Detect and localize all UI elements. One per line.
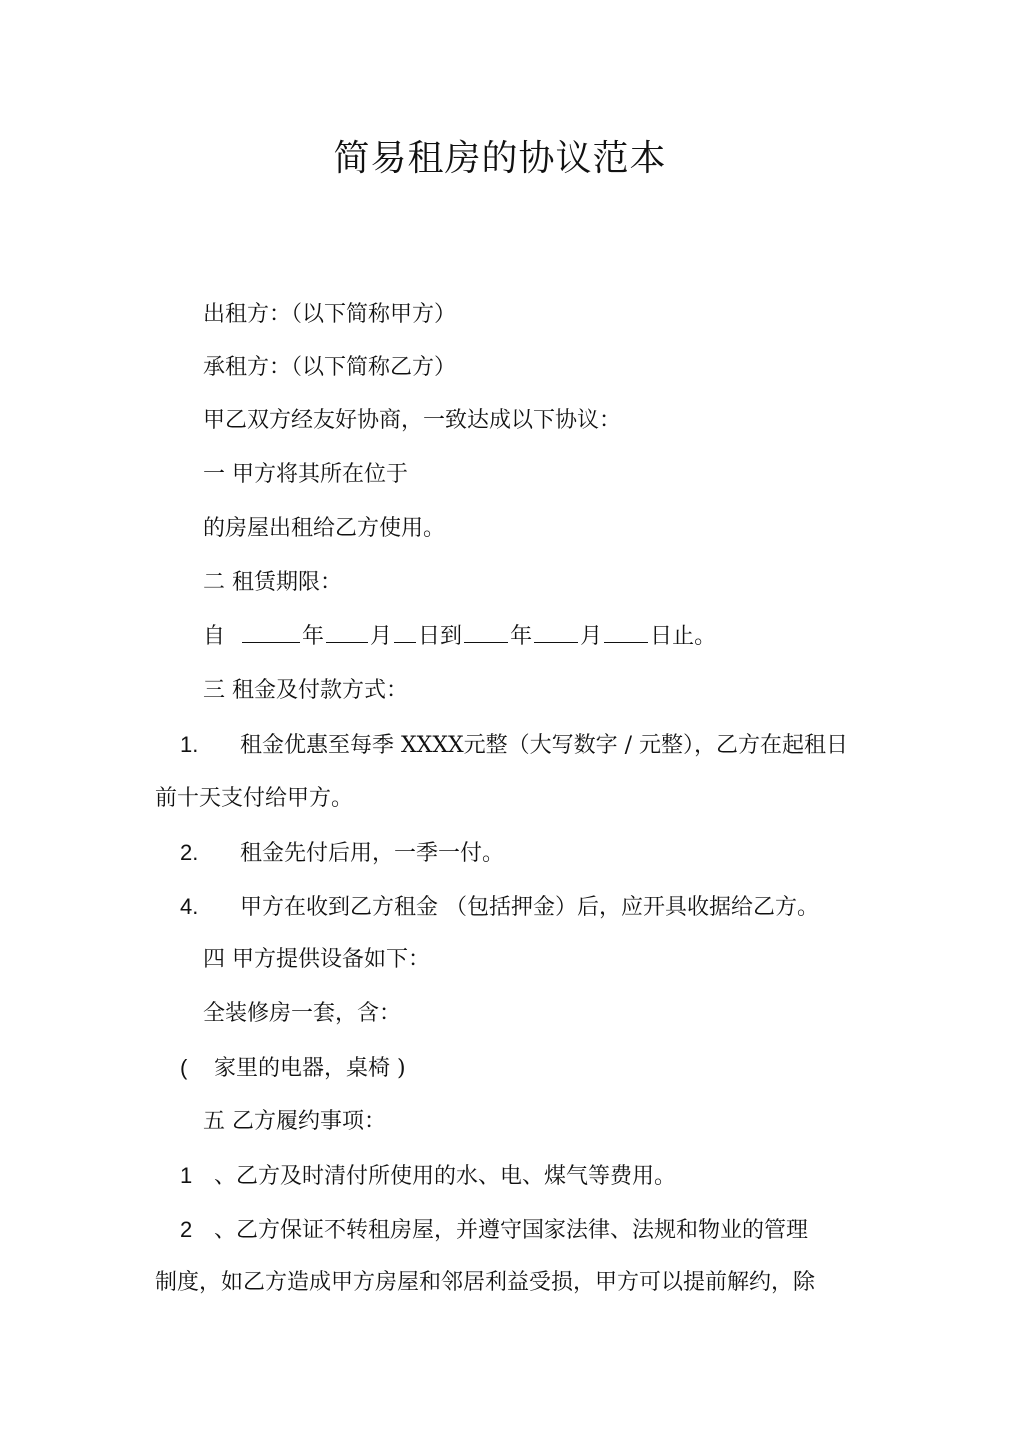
year-from-blank[interactable] (242, 622, 300, 643)
section-3-item-2 (180, 838, 504, 869)
item-text: 、乙方及时清付所使用的水、电、煤气等费用。 (214, 1164, 677, 1189)
section-5-item-2-continuation: 制度，如乙方造成甲方房屋和邻居利益受损，甲方可以提前解约，除 (155, 1270, 816, 1295)
month-to-blank[interactable] (534, 622, 578, 643)
section-5-item-1 (180, 1161, 676, 1192)
section-4-line-1: 全装修房一套，含： (203, 1001, 402, 1026)
month-from-blank[interactable] (326, 622, 368, 643)
section-3-heading: 三 租金及付款方式： (203, 678, 408, 703)
year-to-blank[interactable] (464, 622, 508, 643)
section-4-heading: 四 甲方提供设备如下： (203, 947, 430, 972)
item-text: 租金优惠至每季 XXXX元整（大写数字 / 元整），乙方在起租日 (240, 733, 849, 758)
term-year2: 年 (510, 624, 533, 649)
section-1-continuation: 的房屋出租给乙方使用。 (203, 516, 446, 541)
section-3-item-1-continuation: 前十天支付给甲方。 (155, 786, 354, 811)
item-number: 2 (180, 1217, 193, 1242)
item-number: 4. (180, 894, 199, 919)
term-day2: 日止。 (650, 624, 717, 649)
item-text: 甲方在收到乙方租金 （包括押金）后，应开具收据给乙方。 (240, 895, 819, 920)
term-year1: 年 (302, 624, 325, 649)
item-number: 2. (180, 840, 199, 865)
lessee-line: 承租方：（以下简称乙方） (203, 355, 457, 380)
section-2-heading: 二 租赁期限： (203, 570, 342, 595)
term-day1: 日到 (418, 624, 463, 649)
document-title: 简易租房的协议范本 (333, 138, 667, 179)
term-from: 自 (203, 624, 226, 649)
equipment-text: 家里的电器，桌椅 ) (214, 1056, 406, 1081)
section-5-heading: 五 乙方履约事项： (203, 1109, 386, 1134)
lessor-line: 出租方：（以下简称甲方） (203, 302, 457, 327)
item-text: 、乙方保证不转租房屋，并遵守国家法律、法规和物业的管理 (214, 1218, 809, 1243)
section-3-item-1 (180, 730, 848, 761)
item-number: 1. (180, 732, 199, 757)
term-month1: 月 (370, 624, 393, 649)
day-from-blank[interactable] (394, 622, 416, 643)
open-paren: ( (180, 1055, 188, 1080)
section-5-item-2 (180, 1215, 808, 1246)
lease-term-line (203, 622, 716, 652)
section-4-line-2 (180, 1053, 406, 1084)
day-to-blank[interactable] (604, 622, 648, 643)
section-3-item-4 (180, 892, 819, 923)
item-number: 1 (180, 1163, 193, 1188)
section-1-heading: 一 甲方将其所在位于 (203, 462, 408, 487)
intro-line: 甲乙双方经友好协商，一致达成以下协议： (203, 408, 622, 433)
term-month2: 月 (580, 624, 603, 649)
item-text: 租金先付后用，一季一付。 (240, 841, 505, 866)
